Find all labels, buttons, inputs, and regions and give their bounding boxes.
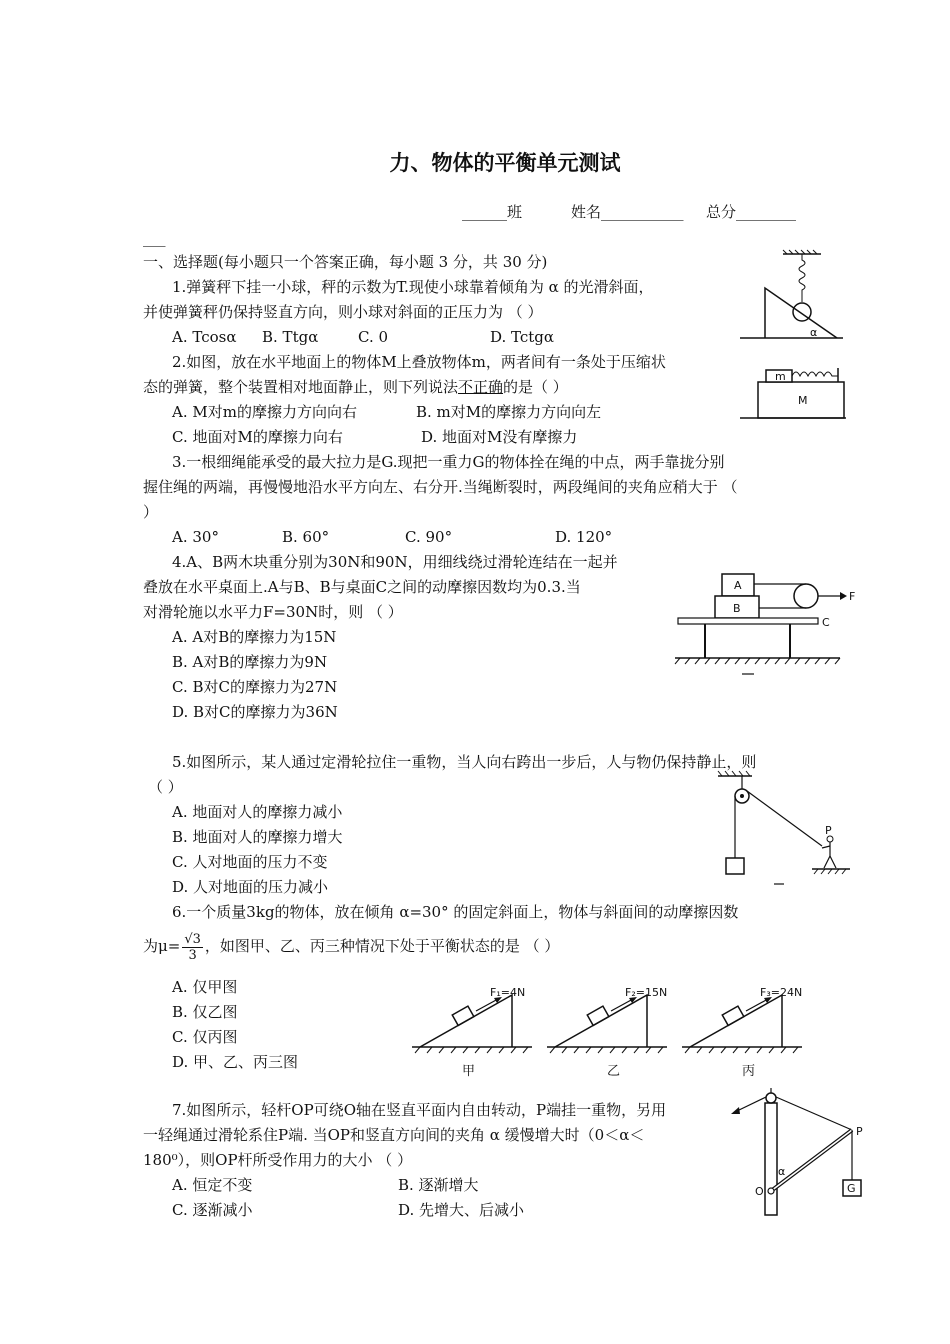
q4-line1: 4.A、B两木块重分别为30N和90N，用细线绕过滑轮连结在一起并 (172, 553, 618, 571)
q1-line2: 并使弹簧秤仍保持竖直方向，则小球对斜面的正压力为 （ ） (143, 303, 543, 321)
q1-alpha-label: α (810, 326, 818, 339)
q7-line2: 一轻绳通过滑轮系住P端. 当OP和竖直方向间的夹角 α 缓慢增大时（0＜α＜ (143, 1126, 645, 1144)
q3-option-d: D. 120° (555, 528, 613, 546)
q5-P-label: P (825, 824, 832, 837)
q7-option-b: B. 逐渐增大 (398, 1176, 479, 1194)
q5-option-c: C. 人对地面的压力不变 (172, 853, 328, 871)
q4-line3: 对滑轮施以水平力F=30N时，则 （ ） (143, 603, 403, 621)
q2-line1: 2.如图，放在水平地面上的物体M上叠放物体m，两者间有一条处于压缩状 (172, 353, 666, 371)
q6-figure-yi (547, 986, 667, 1079)
q7-alpha-label: α (778, 1165, 786, 1178)
q6-option-d: D. 甲、乙、丙三图 (172, 1053, 299, 1071)
q6-figure-bing (682, 986, 802, 1079)
q3-line3: ） (143, 503, 159, 521)
q5-line2: （ ） (148, 778, 183, 796)
q1-option-c: C. 0 (358, 328, 389, 346)
q3-option-a: A. 30° (172, 528, 219, 546)
q3-line1: 3.一根细绳能承受的最大拉力是G.现把一重力G的物体拴在绳的中点，两手靠拢分别 (172, 453, 725, 471)
section-heading: 一、选择题(每小题只一个答案正确，每小题 3 分，共 30 分) (143, 253, 548, 271)
q2-option-c: C. 地面对M的摩擦力向右 (172, 428, 343, 446)
q6-line2-text: ，如图甲、乙、丙三种情况下处于平衡状态的是 （ ） (204, 937, 560, 955)
q7-line1: 7.如图所示，轻杆OP可绕O轴在竖直平面内自由转动，P端挂一重物，另用 (172, 1101, 667, 1119)
q6-mu-fraction (182, 932, 203, 963)
q3-option-c: C. 90° (405, 528, 453, 546)
q6-option-c: C. 仅丙图 (172, 1028, 238, 1046)
q4-option-b: B. A对B的摩擦力为9N (172, 653, 328, 671)
q2-figure (738, 360, 848, 430)
q7-O-label: O (755, 1185, 764, 1198)
q6-mu-prefix: 为μ= (143, 937, 181, 955)
q1-option-b: B. Ttgα (262, 328, 319, 346)
q6-line1: 6.一个质量3kg的物体，放在倾角 α=30° 的固定斜面上，物体与斜面间的动摩擦因数 (172, 903, 739, 921)
score-field: 总分________ (706, 203, 797, 221)
q5-option-b: B. 地面对人的摩擦力增大 (172, 828, 343, 846)
q4-B-label: B (733, 602, 741, 615)
q6-force3-label: F₃=24N (760, 986, 803, 999)
q1-figure (735, 250, 845, 345)
q4-option-a: A. A对B的摩擦力为15N (172, 628, 337, 646)
q2-m-label: m (775, 370, 786, 383)
q6-option-b: B. 仅乙图 (172, 1003, 238, 1021)
q7-option-d: D. 先增大、后减小 (398, 1201, 525, 1219)
q3-line2: 握住绳的两端，再慢慢地沿水平方向左、右分开.当绳断裂时，两段绳间的夹角应稍大于 （ (143, 478, 738, 496)
q6-caption-yi: 乙 (607, 1064, 621, 1079)
class-field: ______班 (462, 203, 523, 221)
q2-option-b: B. m对M的摩擦力方向向左 (416, 403, 602, 421)
q7-figure (725, 1085, 875, 1220)
q6-option-a: A. 仅甲图 (172, 978, 238, 996)
q7-option-a: A. 恒定不变 (172, 1176, 253, 1194)
q4-option-d: D. B对C的摩擦力为36N (172, 703, 338, 721)
q1-option-d: D. Tctgα (490, 328, 555, 346)
q2-line2-start: 态的弹簧，整个装置相对地面静止，则下列说法 (143, 378, 459, 396)
q6-caption-jia: 甲 (462, 1064, 476, 1079)
q5-figure (712, 768, 852, 888)
q2-emphasis: 不正确 (458, 378, 504, 396)
q4-C-label: C (822, 616, 830, 629)
q7-G-label: G (847, 1182, 856, 1195)
q6-figure-jia (412, 986, 532, 1079)
q5-option-a: A. 地面对人的摩擦力减小 (172, 803, 343, 821)
q2-line2-end: 的是（ ） (503, 378, 568, 396)
header-rule: ___ (143, 229, 166, 247)
q4-line2: 叠放在水平桌面上.A与B、B与桌面C之间的动摩擦因数均为0.3.当 (143, 578, 581, 596)
name-field: 姓名___________ (571, 203, 684, 221)
q5-line1: 5.如图所示，某人通过定滑轮拉住一重物，当人向右跨出一步后，人与物仍保持静止，则 (172, 753, 757, 771)
q4-figure (670, 570, 860, 680)
q4-option-c: C. B对C的摩擦力为27N (172, 678, 338, 696)
q4-F-label: F (849, 590, 856, 603)
q6-mu-numerator: √3 (184, 931, 201, 947)
q3-option-b: B. 60° (282, 528, 330, 546)
q2-option-a: A. M对m的摩擦力方向向右 (172, 403, 357, 421)
q7-P-label: P (856, 1125, 863, 1138)
q6-force1-label: F₁=4N (490, 986, 526, 999)
q7-line3: 180⁰），则OP杆所受作用力的大小 （ ） (143, 1151, 413, 1169)
q2-line2 (143, 377, 568, 397)
q6-line2 (143, 928, 559, 964)
q6-figures (410, 985, 810, 1080)
q6-caption-bing: 丙 (742, 1064, 756, 1079)
q2-M-label: M (798, 394, 808, 407)
q7-option-c: C. 逐渐减小 (172, 1201, 253, 1219)
q6-mu-denominator: 3 (188, 947, 197, 963)
q1-line1: 1.弹簧秤下挂一小球，秤的示数为T.现使小球靠着倾角为 α 的光滑斜面， (172, 278, 654, 296)
q2-option-d: D. 地面对M没有摩擦力 (421, 428, 578, 446)
q4-A-label: A (734, 579, 742, 592)
q1-option-a: A. Tcosα (172, 328, 237, 346)
q6-force2-label: F₂=15N (625, 986, 668, 999)
q5-option-d: D. 人对地面的压力减小 (172, 878, 329, 896)
page-title: 力、物体的平衡单元测试 (389, 150, 621, 175)
